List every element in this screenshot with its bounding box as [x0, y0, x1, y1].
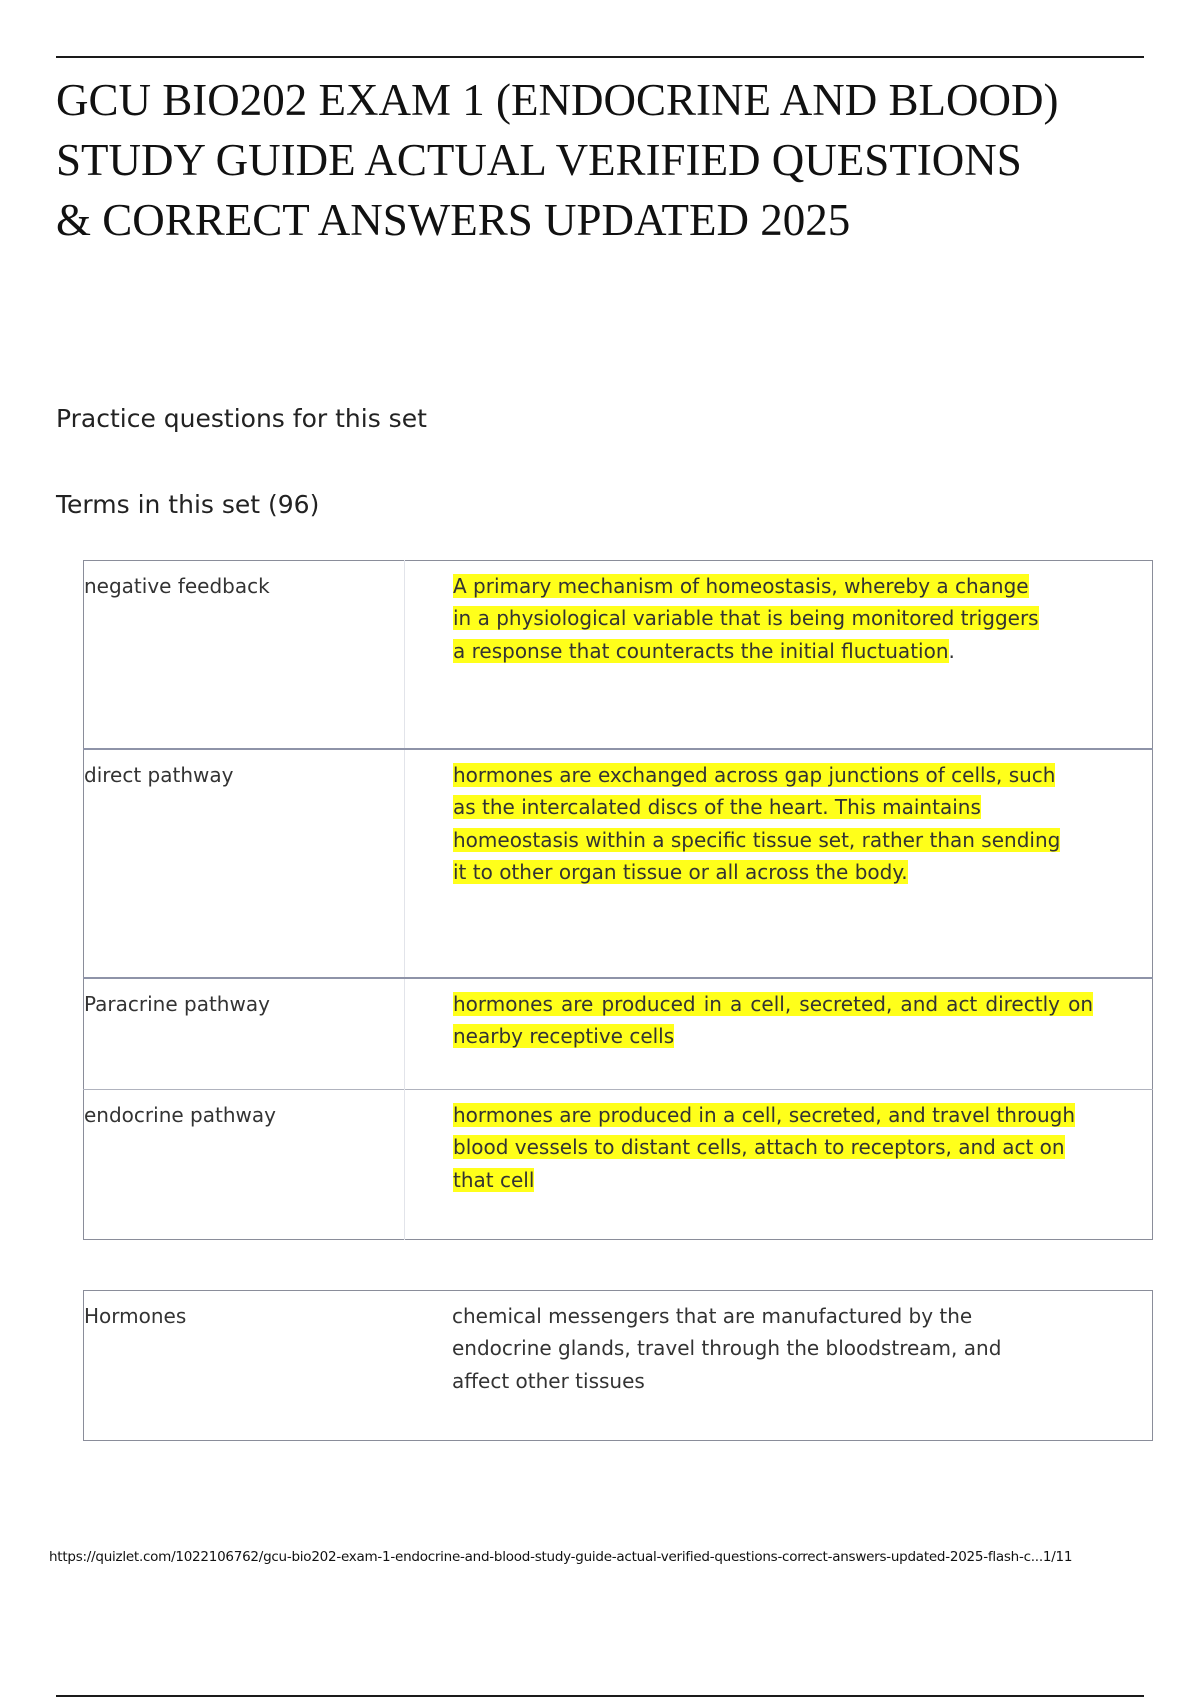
- table-row: [84, 561, 1153, 750]
- term-label: direct pathway: [84, 763, 234, 787]
- terms-count-heading: Terms in this set (96): [56, 490, 320, 519]
- title-line-1: GCU BIO202 EXAM 1 (ENDOCRINE AND BLOOD): [56, 75, 1059, 125]
- highlighted-definition-line: A primary mechanism of homeostasis, whereby a change: [453, 574, 1029, 598]
- term-label: Hormones: [84, 1304, 187, 1328]
- title-line-2: STUDY GUIDE ACTUAL VERIFIED QUESTIONS: [56, 135, 1022, 185]
- title-line-3: & CORRECT ANSWERS UPDATED 2025: [56, 195, 851, 245]
- definition-cell: [404, 1291, 1153, 1441]
- definition-text: [452, 1300, 1152, 1397]
- definition-line: endocrine glands, travel through the bloodstream, and: [452, 1336, 1002, 1361]
- definition-period: .: [948, 638, 955, 663]
- highlighted-definition-line: that cell: [453, 1167, 535, 1192]
- highlighted-definition-line: homeostasis within a specific tissue set, rather than sending: [453, 827, 1061, 852]
- document-title: [56, 70, 1156, 250]
- terms-table: [83, 560, 1153, 1240]
- definition-text: [453, 1099, 1152, 1196]
- table-row: [84, 978, 1153, 1090]
- table-row: [84, 749, 1153, 978]
- table-row: [84, 1291, 1153, 1441]
- definition-line: affect other tissues: [452, 1368, 645, 1393]
- definition-cell: [405, 1090, 1153, 1240]
- highlighted-definition-line: in a physiological variable that is being monitored triggers: [453, 606, 1039, 631]
- definition-cell: [405, 978, 1153, 1090]
- definition-cell: [405, 749, 1153, 978]
- term-cell: [84, 978, 405, 1090]
- footer-source-url: https://quizlet.com/1022106762/gcu-bio202-exam-1-endocrine-and-blood-study-guide-actual-verified-questions-correct-answers-updated-2025-flash-c...1/11: [49, 1549, 1073, 1565]
- definition-text: [453, 988, 1152, 1053]
- terms-table: [83, 1290, 1153, 1441]
- table-row: [84, 1090, 1153, 1240]
- highlighted-definition-line: blood vessels to distant cells, attach to receptors, and act on: [453, 1135, 1065, 1160]
- term-cell: [84, 749, 405, 978]
- definition-cell: [405, 561, 1153, 750]
- term-label: endocrine pathway: [84, 1103, 276, 1127]
- highlighted-definition-line: hormones are produced in a cell, secreted, and travel through: [453, 1103, 1076, 1127]
- definition-line: chemical messengers that are manufactured by the: [452, 1304, 973, 1328]
- term-label: Paracrine pathway: [84, 992, 270, 1016]
- definition-text: [453, 759, 1152, 888]
- top-rule: [56, 56, 1144, 58]
- highlighted-definition-line: hormones are exchanged across gap junctions of cells, such: [453, 763, 1056, 787]
- highlighted-definition-line: a response that counteracts the initial fluctuation: [453, 638, 949, 663]
- highlighted-definition-line: it to other organ tissue or all across the body.: [453, 859, 908, 884]
- definition-text: [453, 570, 1152, 667]
- highlighted-definition-line: nearby receptive cells: [453, 1024, 675, 1049]
- highlighted-definition-line: as the intercalated discs of the heart. This maintains: [453, 795, 981, 820]
- practice-questions-heading: Practice questions for this set: [56, 404, 427, 433]
- highlighted-definition-line: hormones are produced in a cell, secreted, and act directly on: [453, 992, 1093, 1016]
- term-cell: [84, 1291, 405, 1441]
- term-cell: [84, 561, 405, 750]
- bottom-rule: [56, 1695, 1144, 1697]
- term-cell: [84, 1090, 405, 1240]
- term-label: negative feedback: [84, 574, 270, 598]
